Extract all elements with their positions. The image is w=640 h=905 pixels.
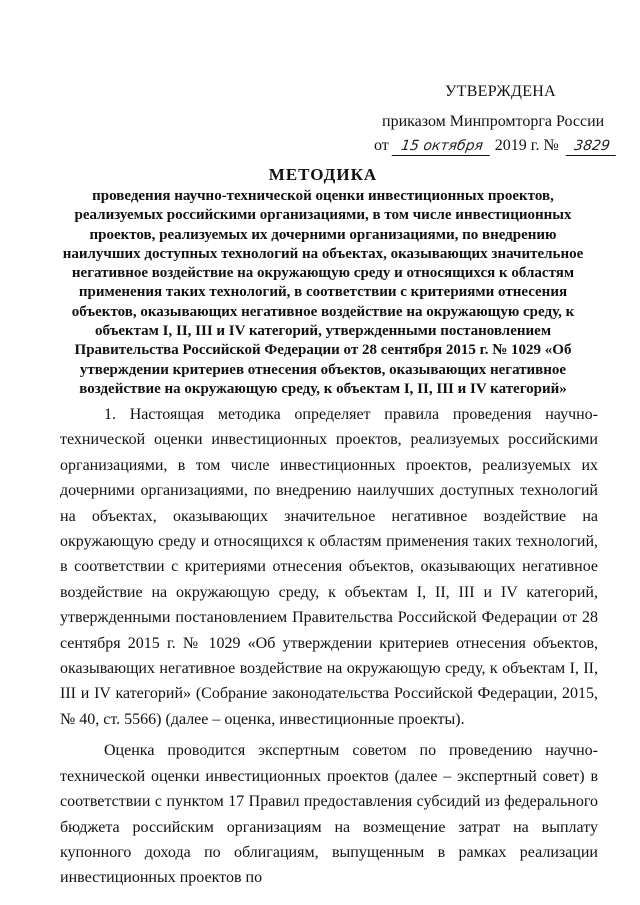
paragraph-2: Оценка проводится экспертным советом по проведению научно-технической оценки инвестиционных проектов (далее – экспертный совет) в соответствии с пунктом 17 Правил предоставления субсидий из федерального бюджета российским организациям на возмещение затрат на выплату купонного дохода по облигациям, выпущенным в рамках реализации инвестиционных проектов по — [60, 742, 598, 887]
handwritten-date: 15 октября — [391, 137, 492, 156]
paragraph-1: 1. Настоящая методика определяет правила проведения научно-технической оценки инвестиционных проектов, реализуемых российскими организациями, в том числе инвестиционных проектов, реализуемых их дочерними организациями, по внедрению наилучших доступных технологий на объектах, оказывающих значительное негативное воздействие на окружающую среду и относящихся к областям применения таких технологий, в соответствии с критериями отнесения объектов, оказывающих негативное воздействие на окружающую среду, к объектам I, II, III и IV категорий, утвержденными постановлением Правительства Российской Федерации от 28 сентября 2015 г. № 1029 «Об утверждении критериев отнесения объектов, оказывающих негативное воздействие на окружающую среду, к объектам I, II, III и IV категорий» (Собрание законодательства Российской Федерации, 2015, № 40, ст. 5566) (далее – оценка, инвестиционные проекты). — [60, 406, 598, 728]
document-body — [60, 402, 598, 891]
document-subtitle: проведения научно-технической оценки инвестиционных проектов, реализуемых российскими организациями, в том числе инвестиционных проектов, реализуемых их дочерними организациями, по внедрению наилучших доступных технологий на объектах, оказывающих значительное негативное воздействие на окружающую среду и относящихся к областям применения таких технологий, в соответствии с критериями отнесения объектов, оказывающих негативное воздействие на окружающую среду, к объектам I, II, III и IV категорий, утвержденными постановлением Правительства Российской Федерации от 28 сентября 2015 г. № 1029 «Об утверждении критериев отнесения объектов, оказывающих негативное воздействие на окружающую среду, к объектам I, II, III и IV категорий» — [62, 188, 584, 397]
document-title-block — [50, 164, 596, 399]
order-label: приказом Минпромторга России — [382, 113, 605, 130]
approved-label: УТВЕРЖДЕНА — [445, 83, 557, 100]
date-prefix: от — [374, 137, 389, 154]
handwritten-order-number: 3829 — [565, 137, 618, 156]
document-title: МЕТОДИКА — [268, 165, 378, 184]
order-date-line — [374, 134, 614, 158]
year-number-label: 2019 г. № — [494, 137, 559, 154]
approval-stamp — [374, 80, 614, 158]
